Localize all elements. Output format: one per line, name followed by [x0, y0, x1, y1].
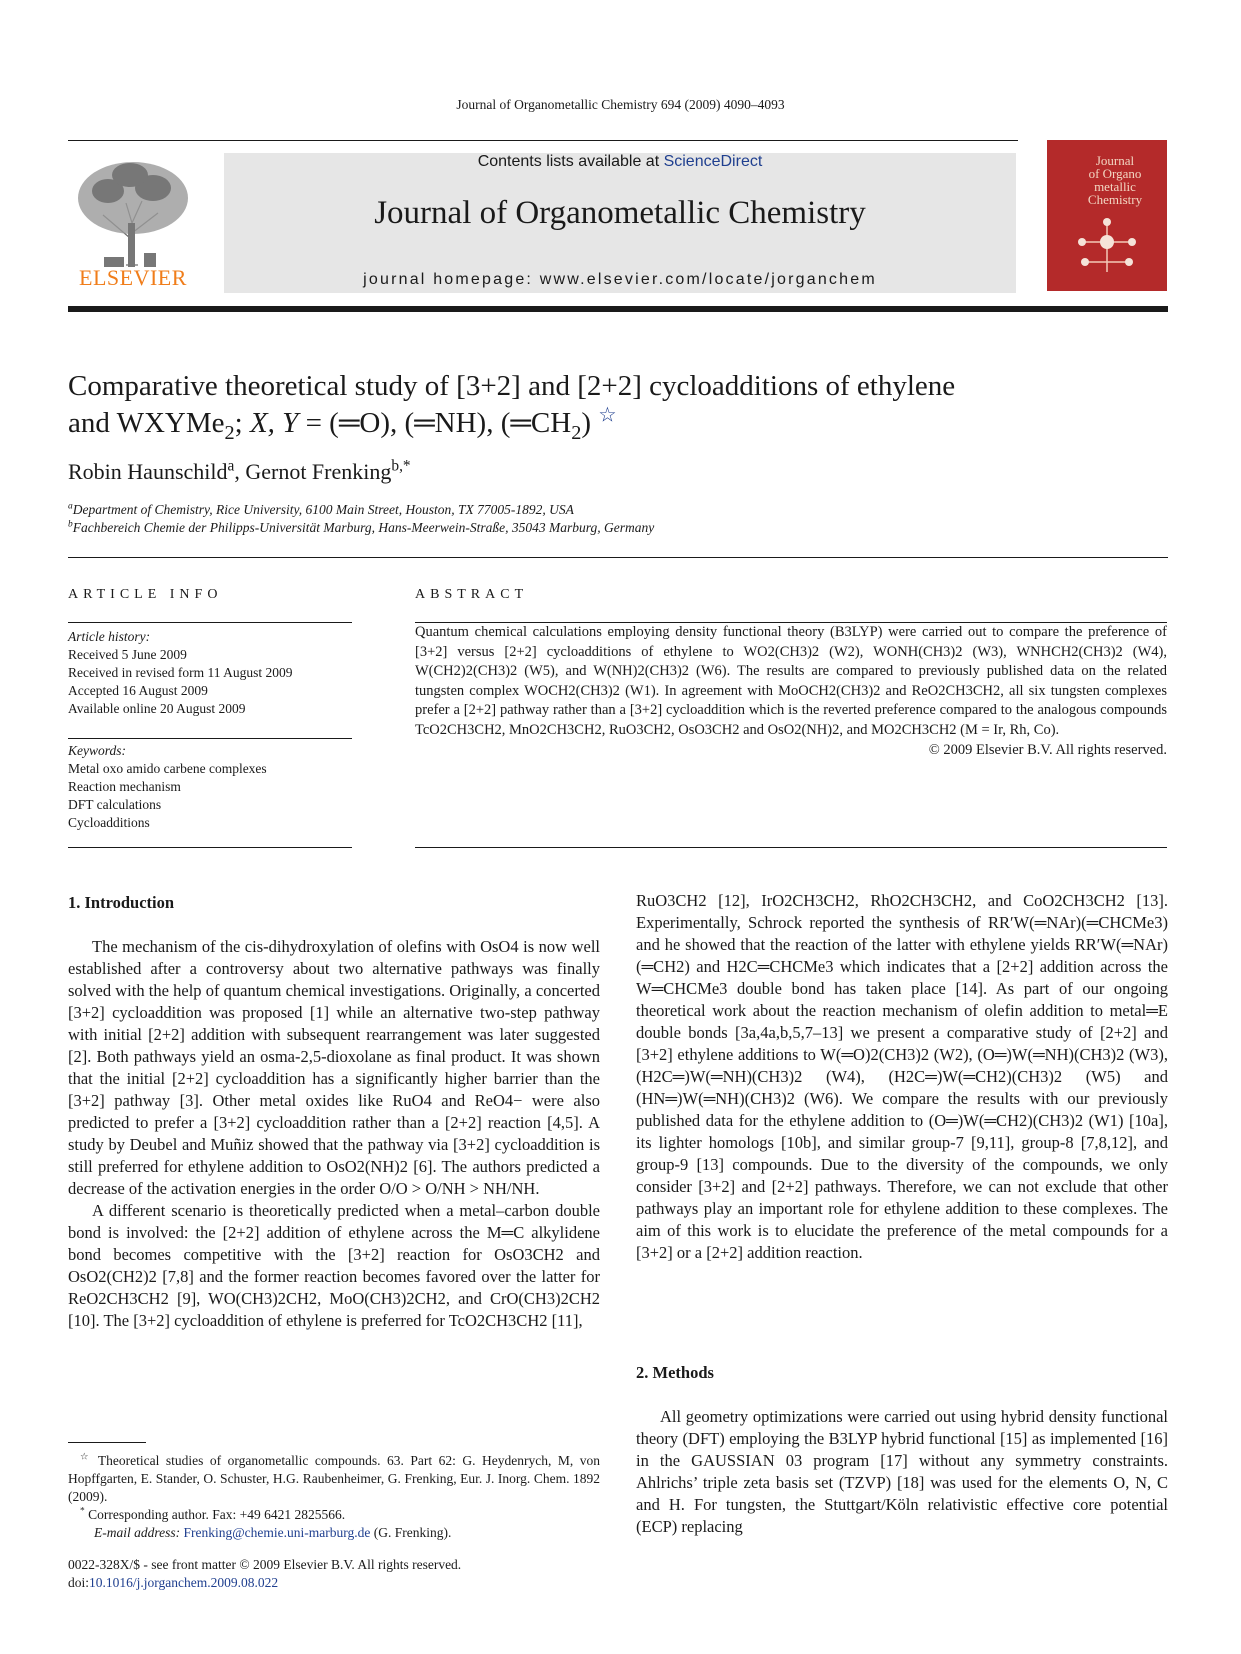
footnote-rule [68, 1442, 146, 1443]
paragraph: All geometry optimizations were carried out using hybrid density functional theory (DFT) employing the B3LYP hybrid functional [15] as implemented [16] in the GAUSSIAN 03 program [17] without any symmetry constraints. Ahlrichs’ triple zeta basis set (TZVP) [18] was used for the elements O, N, C and H. For tungsten, the Stuttgart/Köln relativistic effective core potential (ECP) replacing [636, 1407, 1168, 1536]
affiliation-a [68, 502, 574, 518]
history-label: Article history: [68, 629, 151, 644]
keywords [68, 742, 352, 832]
affil-text: Fachbereich Chemie der Philipps-Universität Marburg, Hans-Meerwein-Straße, 35043 Marburg, Germany [72, 520, 655, 535]
cover-title-line: of Organo [1088, 166, 1142, 181]
author-affil-mark[interactable]: b,* [391, 457, 411, 475]
front-matter [68, 1556, 628, 1592]
affil-mark: b [68, 519, 73, 530]
author-name: Gernot Frenking [245, 459, 392, 484]
title-footnote [68, 1452, 600, 1506]
section-heading-introduction: 1. Introduction [68, 893, 175, 912]
article-info-rule [68, 622, 352, 623]
keyword: Reaction mechanism [68, 779, 181, 794]
journal-cover-image [1047, 140, 1167, 291]
contents-line [224, 153, 1016, 171]
methods-column [636, 1406, 1168, 1538]
intro-column-left [68, 936, 600, 1332]
history-item: Received in revised form 11 August 2009 [68, 665, 293, 680]
history-item: Received 5 June 2009 [68, 647, 187, 662]
intro-column-right [636, 890, 1168, 1264]
sciencedirect-link[interactable]: ScienceDirect [663, 153, 763, 170]
corresponding-author-note [68, 1506, 600, 1524]
author-separator: , [234, 459, 246, 484]
journal-homepage[interactable]: journal homepage: www.elsevier.com/locate/jorganchem [363, 271, 877, 288]
contents-prefix: Contents lists available at [477, 153, 664, 170]
keyword: Metal oxo amido carbene complexes [68, 761, 267, 776]
affil-rule [68, 557, 1168, 558]
article-info-heading: ARTICLE INFO [68, 587, 223, 602]
title-text: ; [234, 407, 250, 439]
section-heading-methods: 2. Methods [636, 1363, 714, 1382]
keyword: Cycloadditions [68, 815, 150, 830]
email-note [68, 1524, 600, 1542]
title-line: Comparative theoretical study of [3+2] and [2+2] cycloadditions of ethylene [68, 370, 956, 402]
footnotes [68, 1452, 600, 1542]
title-line [68, 405, 1168, 442]
affil-mark: a [68, 501, 73, 512]
title-text: = (═O), (═NH), (═CH [298, 407, 572, 439]
author-name: Robin Haunschild [68, 459, 228, 484]
doi-label: doi: [68, 1575, 90, 1590]
paragraph: RuO3CH2 [12], IrO2CH3CH2, RhO2CH3CH2, and CoO2CH3CH2 [13]. Experimentally, Schrock reported the synthesis of RR′W(═NAr)(═CHCMe3) and he showed that the reaction of the latter with ethylene yields RR′W(═NAr)(═CH2) and H2C═CHCMe3 which indicates that a [2+2] addition across the W═CHCMe3 double bond has taken place [14]. As part of our ongoing theoretical work about the reaction mechanism of olefin addition to metal═E double bonds [3a,4a,b,5,7–13] we present a comparative study of [2+2] and [3+2] ethylene additions to W(═O)2(CH3)2 (W2), (O═)W(═NH)(CH3)2 (W3), (H2C═)W(═NH)(CH3)2 (W4), (H2C═)W(═CH2)(CH3)2 (W5) and (HN═)W(═NH)(CH3)2 (W6). We compare the results with our previously published data for the ethylene addition to (O═)W(═CH2)(CH3)2 (W1) [10a], its lighter homologs [10b], and similar group-7 [9,11], group-8 [7,8,12], and group-9 [13] compounds. Due to the diversity of the compounds, we only consider [3+2] and [2+2] pathways. Therefore, we can not exclude that other pathways play an important role for ethylene addition to these complexes. The aim of this work is to elucidate the preference of the metal compounds for a [3+2] or a [2+2] addition reaction. [636, 891, 1168, 1262]
article-info-bottom-rule [68, 847, 352, 848]
elsevier-logo [68, 153, 198, 293]
author-affil-mark: a [227, 457, 235, 475]
header-rule-thick [68, 306, 1168, 312]
doi-line [68, 1574, 628, 1592]
abstract-heading: ABSTRACT [415, 587, 529, 602]
affiliation-b [68, 520, 654, 536]
keyword: DFT calculations [68, 797, 162, 812]
publisher-name: ELSEVIER [79, 265, 187, 290]
email-suffix: (G. Frenking). [370, 1525, 452, 1540]
journal-reference: Journal of Organometallic Chemistry 694 (2009) 4090–4093 [456, 97, 785, 112]
article-history [68, 628, 352, 718]
abstract [415, 623, 1167, 760]
history-item: Accepted 16 August 2009 [68, 683, 208, 698]
author-list [68, 459, 411, 485]
email-link[interactable]: Frenking@chemie.uni-marburg.de [183, 1525, 371, 1540]
cover-title-line: Journal [1095, 153, 1135, 168]
article-title [68, 368, 1168, 442]
keywords-rule [68, 738, 352, 739]
title-text: ) [581, 407, 592, 439]
paragraph: A different scenario is theoretically predicted when a metal–carbon double bond is involved: the [2+2] addition of ethylene across the M═C alkylidene bond becomes competitive with the [3+2] reaction for OsO3CH2 and OsO2(CH2)2 [7,8] and the former reaction becomes favored over the latter for ReO2CH3CH2 [9], WO(CH3)2CH2, MoO(CH3)2CH2, and CrO(CH3)2CH2 [10]. The [3+2] cycloaddition of ethylene is preferred for TcO2CH3CH2 [11], [68, 1201, 600, 1330]
title-subscript: 2 [224, 421, 235, 444]
title-variables: X, Y [249, 407, 299, 439]
cover-title-line: metallic [1094, 179, 1136, 194]
email-label: E-mail address: [94, 1525, 184, 1540]
footnote-text: Corresponding author. Fax: +49 6421 2825566. [88, 1507, 346, 1522]
front-matter-text: 0022-328X/$ - see front matter © 2009 Elsevier B.V. All rights reserved. [68, 1557, 462, 1572]
title-text: and WXYMe [68, 407, 225, 439]
footnote-mark: * [80, 1506, 85, 1517]
footnote-text: Theoretical studies of organometallic compounds. 63. Part 62: G. Heydenrych, M, von Hopffgarten, E. Stander, O. Schuster, H.G. Raubenheimer, G. Frenking, Eur. J. Inorg. Chem. 1892 (2009). [68, 1453, 600, 1504]
abstract-text: Quantum chemical calculations employing density functional theory (B3LYP) were carried out to compare the preference of [3+2] versus [2+2] cycloadditions of ethylene to WO2(CH3)2 (W2), WONH(CH3)2 (W3), WNHCH2(CH3)2 (W4), W(CH2)2(CH3)2 (W5), and W(NH)2(CH3)2 (W6). The results are compared to previously published data on the related tungsten complex WOCH2(CH3)2 (W1). In agreement with MoOCH2(CH3)2 and ReO2CH3CH2, all six tungsten complexes prefer a [2+2] pathway rather than a [3+2] cycloaddition which is the reverted preference compared to the analogous compounds TcO2CH3CH2, MnO2CH3CH2, RuO3CH2, OsO3CH2 and OsO2(NH)2, and MO2CH3CH2 (M = Ir, Rh, Co). [415, 624, 1167, 738]
abstract-bottom-rule [415, 847, 1167, 848]
paragraph: The mechanism of the cis-dihydroxylation of olefins with OsO4 is now well established after a controversy about two alternative pathways was finally solved with the help of quantum chemical investigations. Originally, a concerted [3+2] cycloaddition was proposed [1] while an alternative two-step pathway with initial [2+2] addition with subsequent rearrangement was later suggested [2]. Both pathways yield an osma-2,5-dioxolane as final product. It was shown that the initial [2+2] cycloaddition has a significantly higher barrier than the [3+2] pathway [3]. Other metal oxides like RuO4 and ReO4− were also predicted to prefer a [3+2] cycloaddition rather than a [2+2] reaction [4,5]. A study by Deubel and Muñiz showed that the pathway via [3+2] cycloaddition is still preferred for ethylene addition to OsO2(NH)2 [6]. The authors predicted a decrease of the activation energies in the order O/O > O/NH > NH/NH. [68, 937, 600, 1198]
journal-title: Journal of Organometallic Chemistry [374, 195, 866, 231]
history-item: Available online 20 August 2009 [68, 701, 246, 716]
keywords-label: Keywords: [68, 743, 126, 758]
header-rule-top [68, 140, 1018, 141]
affil-text: Department of Chemistry, Rice University, 6100 Main Street, Houston, TX 77005-1892, USA [72, 502, 574, 517]
abstract-copyright: © 2009 Elsevier B.V. All rights reserved. [928, 741, 1167, 758]
footnote-mark: ☆ [80, 1452, 92, 1463]
doi-link[interactable]: 10.1016/j.jorganchem.2009.08.022 [89, 1575, 279, 1590]
molecule-icon [1067, 212, 1147, 282]
title-footnote-star[interactable]: ☆ [598, 404, 617, 427]
title-subscript: 2 [571, 421, 582, 444]
cover-title-line: Chemistry [1087, 192, 1143, 207]
